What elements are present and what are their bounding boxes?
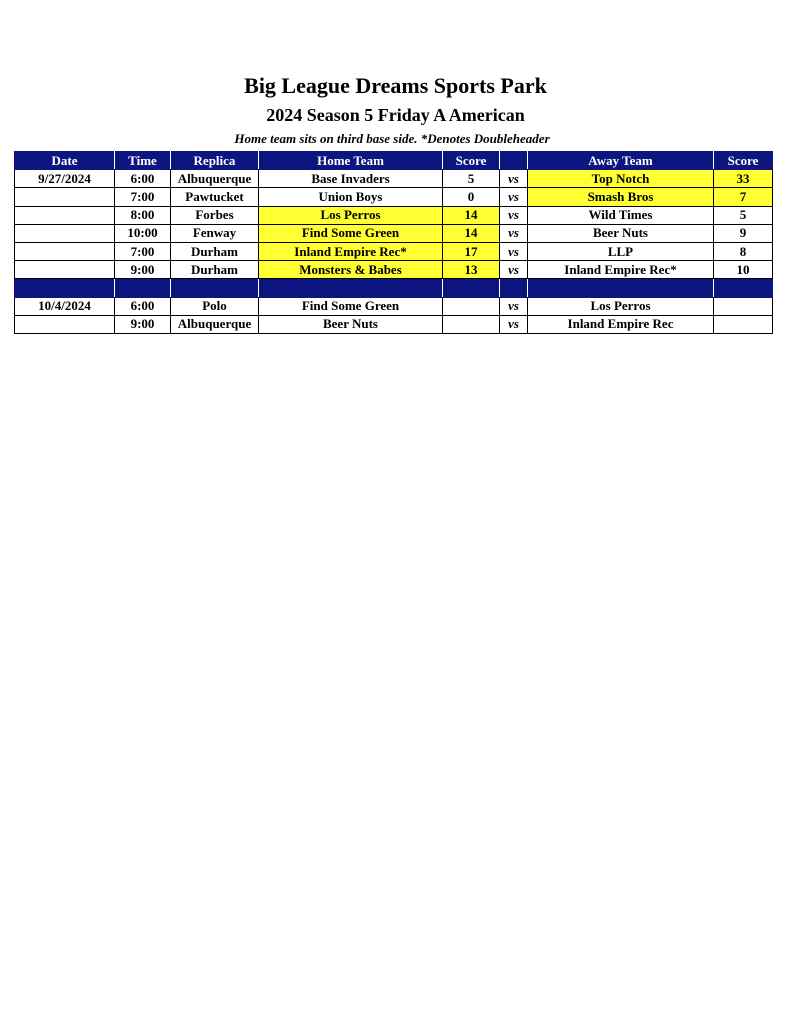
date-cell: [15, 206, 115, 224]
column-header-home-score: Score: [443, 152, 500, 170]
vs-cell: vs: [500, 206, 528, 224]
week-separator-row: [15, 279, 773, 297]
page-subtitle: 2024 Season 5 Friday A American: [266, 105, 525, 125]
away-score-cell: 10: [714, 261, 773, 279]
away-score-cell: 33: [714, 170, 773, 188]
column-header-date: Date: [15, 152, 115, 170]
away-team-cell: Top Notch: [528, 170, 714, 188]
date-cell: [15, 261, 115, 279]
column-header-away-team: Away Team: [528, 152, 714, 170]
away-score-cell: [714, 297, 773, 315]
time-cell: 7:00: [115, 188, 171, 206]
replica-cell: Polo: [171, 297, 259, 315]
away-team-cell: Inland Empire Rec*: [528, 261, 714, 279]
away-team-cell: Los Perros: [528, 297, 714, 315]
replica-cell: Pawtucket: [171, 188, 259, 206]
home-score-cell: 14: [443, 206, 500, 224]
home-team-cell: Monsters & Babes: [259, 261, 443, 279]
away-team-cell: Beer Nuts: [528, 224, 714, 242]
date-cell: [15, 224, 115, 242]
home-team-cell: Los Perros: [259, 206, 443, 224]
doubleheader-note: Home team sits on third base side. *Denotes Doubleheader: [234, 131, 550, 146]
away-score-cell: [714, 315, 773, 333]
vs-cell: vs: [500, 261, 528, 279]
home-team-cell: Base Invaders: [259, 170, 443, 188]
vs-cell: vs: [500, 242, 528, 260]
header-row: [15, 152, 773, 170]
away-score-cell: 9: [714, 224, 773, 242]
home-score-cell: [443, 297, 500, 315]
date-cell: [15, 188, 115, 206]
away-team-cell: LLP: [528, 242, 714, 260]
time-cell: 6:00: [115, 297, 171, 315]
home-score-cell: 0: [443, 188, 500, 206]
away-score-cell: 5: [714, 206, 773, 224]
replica-cell: Durham: [171, 261, 259, 279]
column-header-away-score: Score: [714, 152, 773, 170]
vs-cell: vs: [500, 315, 528, 333]
away-team-cell: Wild Times: [528, 206, 714, 224]
vs-cell: vs: [500, 188, 528, 206]
home-team-cell: Union Boys: [259, 188, 443, 206]
home-team-cell: Inland Empire Rec*: [259, 242, 443, 260]
home-team-cell: Find Some Green: [259, 224, 443, 242]
away-team-cell: Inland Empire Rec: [528, 315, 714, 333]
schedule-table: [14, 151, 773, 334]
away-score-cell: 8: [714, 242, 773, 260]
vs-cell: vs: [500, 224, 528, 242]
home-score-cell: 13: [443, 261, 500, 279]
home-team-cell: Beer Nuts: [259, 315, 443, 333]
date-cell: [15, 242, 115, 260]
away-score-cell: 7: [714, 188, 773, 206]
vs-cell: vs: [500, 170, 528, 188]
column-header-home-team: Home Team: [259, 152, 443, 170]
time-cell: 8:00: [115, 206, 171, 224]
table-row: [15, 261, 773, 279]
date-cell: 10/4/2024: [15, 297, 115, 315]
replica-cell: Forbes: [171, 206, 259, 224]
vs-cell: vs: [500, 297, 528, 315]
date-cell: 9/27/2024: [15, 170, 115, 188]
away-team-cell: Smash Bros: [528, 188, 714, 206]
table-row: [15, 297, 773, 315]
page-title: Big League Dreams Sports Park: [244, 73, 547, 98]
time-cell: 9:00: [115, 261, 171, 279]
replica-cell: Albuquerque: [171, 170, 259, 188]
column-header-time: Time: [115, 152, 171, 170]
time-cell: 7:00: [115, 242, 171, 260]
table-row: [15, 188, 773, 206]
replica-cell: Durham: [171, 242, 259, 260]
home-score-cell: 5: [443, 170, 500, 188]
column-header-replica: Replica: [171, 152, 259, 170]
date-cell: [15, 315, 115, 333]
time-cell: 6:00: [115, 170, 171, 188]
replica-cell: Albuquerque: [171, 315, 259, 333]
home-score-cell: 17: [443, 242, 500, 260]
home-score-cell: 14: [443, 224, 500, 242]
table-row: [15, 224, 773, 242]
home-score-cell: [443, 315, 500, 333]
table-row: [15, 206, 773, 224]
home-team-cell: Find Some Green: [259, 297, 443, 315]
time-cell: 10:00: [115, 224, 171, 242]
time-cell: 9:00: [115, 315, 171, 333]
replica-cell: Fenway: [171, 224, 259, 242]
table-row: [15, 315, 773, 333]
table-row: [15, 170, 773, 188]
column-header-vs: [500, 152, 528, 170]
table-row: [15, 242, 773, 260]
